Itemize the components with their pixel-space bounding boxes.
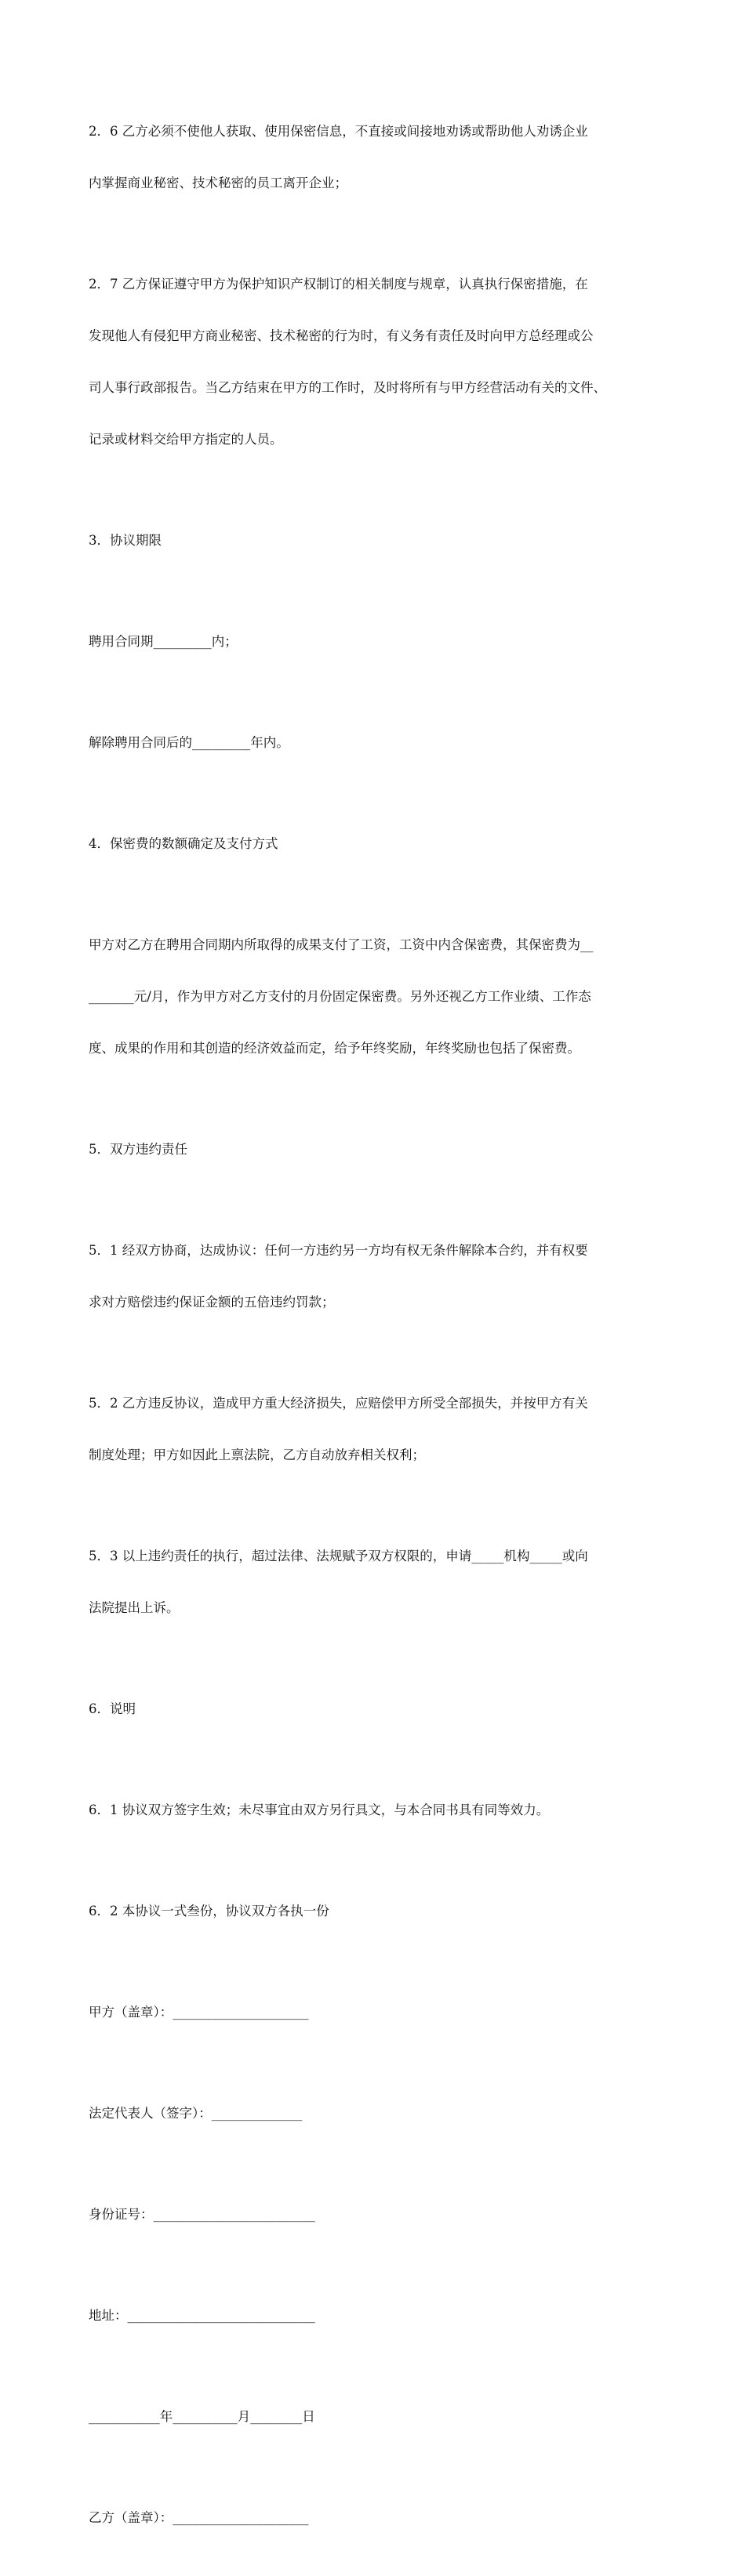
text-line: _______元/月，作为甲方对乙方支付的月份固定保密费。另外还视乙方工作业绩、工作态 [89,989,591,1004]
text-line: 5．3 以上违约责任的执行，超过法律、法规赋予双方权限的，申请_____机构_____或向 [89,1549,588,1563]
section-heading-3 [89,498,669,584]
party-a-seal-line [89,1969,669,2056]
text-line: 2．6 乙方必须不使他人获取、使用保密信息，不直接或间接地劝诱或帮助他人劝诱企业 [89,124,588,139]
section-heading-5 [89,1107,669,1193]
text-line: 甲方（盖章）：_____________________ [89,2005,309,2020]
text-line: 地址：_____________________________ [89,2308,315,2323]
text-line: 3．协议期限 [89,533,162,548]
text-line: 发现他人有侵犯甲方商业秘密、技术秘密的行为时，有义务有责任及时向甲方总经理或公 [89,328,594,343]
text-line: 聘用合同期_________内； [89,634,238,649]
clause-5-1 [89,1208,669,1346]
term-contract-period [89,599,669,685]
text-line: 6．2 本协议一式叁份，协议双方各执一份 [89,1904,329,1918]
text-line: 法院提出上诉。 [89,1600,180,1615]
text-line: 身份证号：_________________________ [89,2207,315,2222]
text-line: ___________年__________月________日 [89,2409,315,2424]
confidentiality-fee-clause [89,902,669,1092]
text-line: 司人事行政部报告。当乙方结束在甲方的工作时，及时将所有与甲方经营活动有关的文件、 [89,380,606,395]
section-heading-4 [89,801,669,887]
text-line: 5．1 经双方协商，达成协议：任何一方违约另一方均有权无条件解除本合约，并有权要 [89,1243,588,1258]
text-line: 法定代表人（签字）：______________ [89,2106,303,2121]
clause-5-2 [89,1360,669,1498]
clause-6-1 [89,1767,669,1853]
text-line: 5．2 乙方违反协议，造成甲方重大经济损失，应赔偿甲方所受全部损失，并按甲方有关 [89,1396,588,1411]
text-line: 求对方赔偿违约保证金额的五倍违约罚款； [89,1295,335,1310]
section-heading-6 [89,1666,669,1752]
text-line: 记录或材料交给甲方指定的人员。 [89,432,283,447]
text-line: 乙方（盖章）：_____________________ [89,2510,309,2525]
text-line: 4．保密费的数额确定及支付方式 [89,836,278,851]
date-line [89,2374,669,2460]
text-line: 制度处理；甲方如因此上禀法院，乙方自动放弃相关权利； [89,1447,425,1462]
clause-2-6 [89,89,669,226]
address-line [89,2273,669,2359]
document-page [89,89,669,2576]
party-b-seal-line [89,2475,669,2561]
text-line: 内掌握商业秘密、技术秘密的员工离开企业； [89,176,347,190]
legal-representative-line [89,2071,669,2157]
term-after-termination [89,700,669,786]
text-line: 2．7 乙方保证遵守甲方为保护知识产权制订的相关制度与规章，认真执行保密措施，在 [89,277,588,292]
text-line: 6．1 协议双方签字生效；未尽事宜由双方另行具文，与本合同书具有同等效力。 [89,1802,550,1817]
text-line: 度、成果的作用和其创造的经济效益而定，给予年终奖励，年终奖励也包括了保密费。 [89,1041,580,1056]
clause-6-2 [89,1868,669,1955]
text-line: 5．双方违约责任 [89,1142,187,1157]
id-number-line [89,2172,669,2258]
clause-2-7 [89,241,669,483]
text-line: 甲方对乙方在聘用合同期内所取得的成果支付了工资，工资中内含保密费，其保密费为__ [89,937,594,952]
text-line: 6．说明 [89,1701,136,1716]
text-line: 解除聘用合同后的_________年内。 [89,735,289,750]
clause-5-3 [89,1513,669,1651]
